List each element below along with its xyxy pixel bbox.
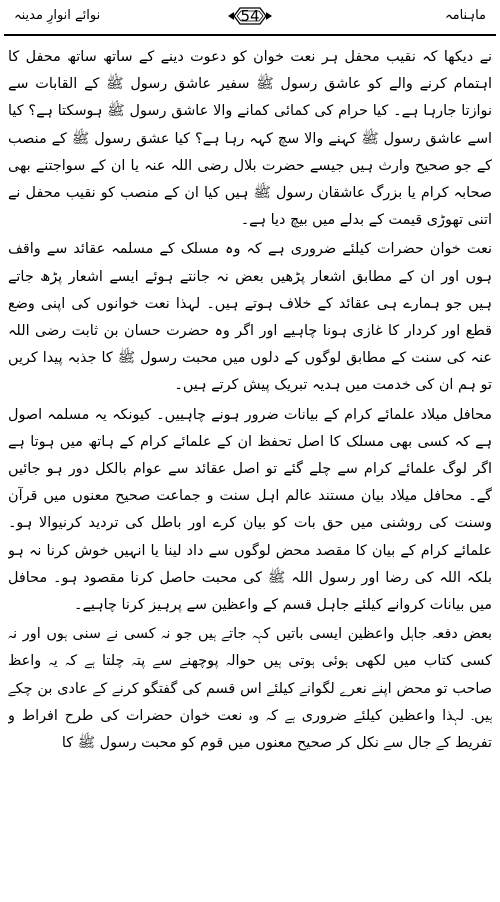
header-divider [4, 34, 496, 36]
article-paragraph: نے دیکھا کہ نقیب محفل ہر نعت خوان کو دعوت دینے کے ساتھ ساتھ محفل کا اہتمام کرنے والے کو عاشق رسول ﷺ سفیر عاشق رسول ﷺ کے القابات سے نوازتا جارہا ہے۔ کیا حرام کی کمائی کمانے والا عاشق رسول ﷺ ہوسکتا ہے؟ کیا اسے عاشق رسول ﷺ کہنے والا سچ کہہ رہا ہے؟ کیا عشق رسول ﷺ کے منصب کے جو صحیح وارث ہیں جیسے حضرت بلال رضی اللہ عنہ یا ان کے سواجتنے بھی صحابہ کرام یا بزرگ عاشقان رسول ﷺ ہیں کیا ان کے منصب کو نقیب محفل نے اتنی تھوڑی قیمت کے بدلے میں بیچ دیا ہے۔ [8, 49, 492, 229]
article-paragraph: نعت خوان حضرات کیلئے ضروری ہے کہ وہ مسلک کے مسلمہ عقائد سے واقف ہوں اور ان کے مطابق اشعار پڑھیں بعض نہ جانتے ہوئے ایسے اشعار پڑھ جاتے ہیں جو ہمارے ہی عقائد کے خلاف ہوتے ہیں۔ لہذا نعت خوانوں کی اپنی وضع قطع اور کردار کا غازی ہونا چاہیے اور اگر وہ حضرت حسان بن ثابت رضی اللہ عنہ کی سنت کے مطابق لوگوں کے دلوں میں محبت رسول ﷺ کا جذبہ پیدا کریں تو ہم ان کی خدمت میں ہدیہ تبریک پیش کرتے ہیں۔ [8, 241, 492, 394]
article-body [8, 44, 492, 896]
page-header [0, 0, 500, 36]
page-number-badge [226, 3, 274, 29]
page-number: 54 [240, 7, 260, 25]
article-paragraph: بعض دفعہ جاہل واعظین ایسی باتیں کہہ جاتے ہیں جو نہ کسی نے سنی ہوں اور نہ کسی کتاب میں لکھی ہوئی ہوتی ہیں حوالہ پوچھنے سے پتہ چلتا ہے کہ یہ واعظ صاحب تو محض اپنے نعرے لگوانے کیلئے اس قسم کی گفتگو کرنے کے عادی بن چکے ہیں۔ لہذا واعظین کیلئے ضروری ہے کہ وہ نعت خوان حضرات کی طرح افراط و تفریط کے جال سے نکل کر صحیح معنوں میں قوم کو محبت رسول ﷺ کا [8, 626, 492, 752]
magazine-label: ماہنامہ [444, 8, 486, 23]
article-paragraph: محافل میلاد علمائے کرام کے بیانات ضرور ہونے چاہییں۔ کیونکہ یہ مسلمہ اصول ہے کہ کسی بھی مسلک کا اصل تحفظ ان کے علمائے کرام کے ہاتھ میں ہوتا ہے اگر لوگ علمائے کرام سے چلے گئے تو اصل عقائد سے عوام بالکل دور ہو جائیں گے۔ محافل میلاد بیان مستند عالم اہل سنت و جماعت صحیح معنوں میں قرآن وسنت کی روشنی میں حق بات کو بیان کرے اور باطل کی تردید کرنیوالا ہو۔ علمائے کرام کے بیان کا مقصد محض لوگوں سے داد لینا یا انہیں خوش کرنا نہ ہو بلکہ اللہ کی رضا اور رسول اللہ ﷺ کی محبت حاصل کرنا مقصود ہو۔ محافل میں بیانات کروانے کیلئے جاہل قسم کے واعظین سے پرہیز کرنا چاہیے۔ [8, 406, 492, 614]
magazine-title: نوائے انوارِ مدینہ [14, 8, 101, 23]
